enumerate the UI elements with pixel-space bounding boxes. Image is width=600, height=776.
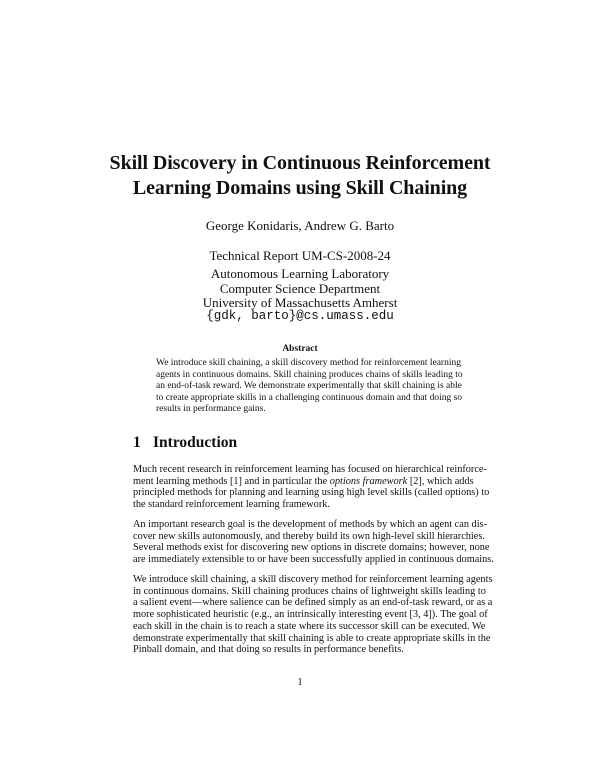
title-line: Skill Discovery in Continuous Reinforcement: [109, 152, 491, 174]
intro-paragraph-3: [133, 574, 493, 656]
paragraph-line: more sophisticated heuristic (e.g., an intrinsically interesting event [3, 4]). The goal of: [133, 609, 488, 621]
intro-paragraph-1: [133, 464, 490, 511]
paragraph-line: cover new skills autonomously, and thereby build its own high-level skill hierarchies.: [133, 530, 485, 542]
section-title: Introduction: [153, 434, 238, 451]
author-email: {gdk, barto}@cs.umass.edu: [206, 309, 394, 323]
paragraph-line-text: ment learning methods [1] and in particular the: [133, 475, 330, 487]
paragraph-line: We introduce skill chaining, a skill discovery method for reinforcement learning agents: [133, 574, 493, 585]
abstract-line: agents in continuous domains. Skill chaining produces chains of skills leading to: [156, 369, 463, 380]
authors: George Konidaris, Andrew G. Barto: [205, 218, 395, 233]
paragraph-line: demonstrate experimentally that skill chaining is able to create appropriate skills in the: [133, 632, 491, 644]
intro-paragraph-2: [133, 519, 494, 566]
paragraph-line-text: [2], which adds: [407, 475, 474, 487]
paragraph-line: Several methods exist for discovering new options in discrete domains; however, none: [133, 542, 490, 554]
paragraph-line: [133, 475, 474, 488]
section-number: 1: [133, 434, 141, 451]
emphasized-term: options framework: [329, 475, 408, 487]
title-line: Learning Domains using Skill Chaining: [132, 177, 468, 199]
abstract-line: results in performance gains.: [156, 404, 266, 415]
abstract-line: We introduce skill chaining, a skill discovery method for reinforcement learning: [156, 358, 461, 368]
report-number: Technical Report UM-CS-2008-24: [209, 248, 391, 263]
paragraph-line: Much recent research in reinforcement learning has focused on hierarchical reinforce-: [133, 464, 487, 475]
paragraph-line: each skill in the chain is to reach a state where its successor skill can be executed. We: [133, 620, 486, 632]
page-number: 1: [297, 677, 303, 688]
paragraph-line: principled methods for planning and learning using high level skills (called options) to: [133, 487, 490, 499]
abstract-line: to create appropriate skills in a challenging continuous domain and that doing so: [156, 392, 463, 403]
affiliation-dept: Computer Science Department: [219, 281, 381, 296]
paragraph-line: are immediately extensible to or have been successfully applied in continuous domains.: [133, 554, 494, 566]
abstract-line: an end-of-task reward. We demonstrate experimentally that skill chaining is able: [156, 381, 462, 392]
paragraph-line: Pinball domain, and that doing so results in performance benefits.: [133, 644, 404, 656]
abstract-heading: Abstract: [282, 344, 318, 354]
paragraph-line: An important research goal is the development of methods by which an agent can dis-: [133, 519, 487, 530]
paper-title: [0, 151, 600, 201]
affiliation-university: University of Massachusetts Amherst: [202, 295, 398, 310]
paragraph-line: a salient event—where salience can be defined simply as an end-of-task reward, or as a: [133, 597, 493, 609]
abstract-body: [156, 358, 463, 416]
paragraph-line: in continuous domains. Skill chaining produces chains of lightweight skills leading to: [133, 585, 486, 597]
paragraph-line: the standard reinforcement learning framework.: [133, 499, 330, 511]
affiliation-lab: Autonomous Learning Laboratory: [210, 266, 390, 281]
section-heading-introduction: [133, 434, 237, 452]
